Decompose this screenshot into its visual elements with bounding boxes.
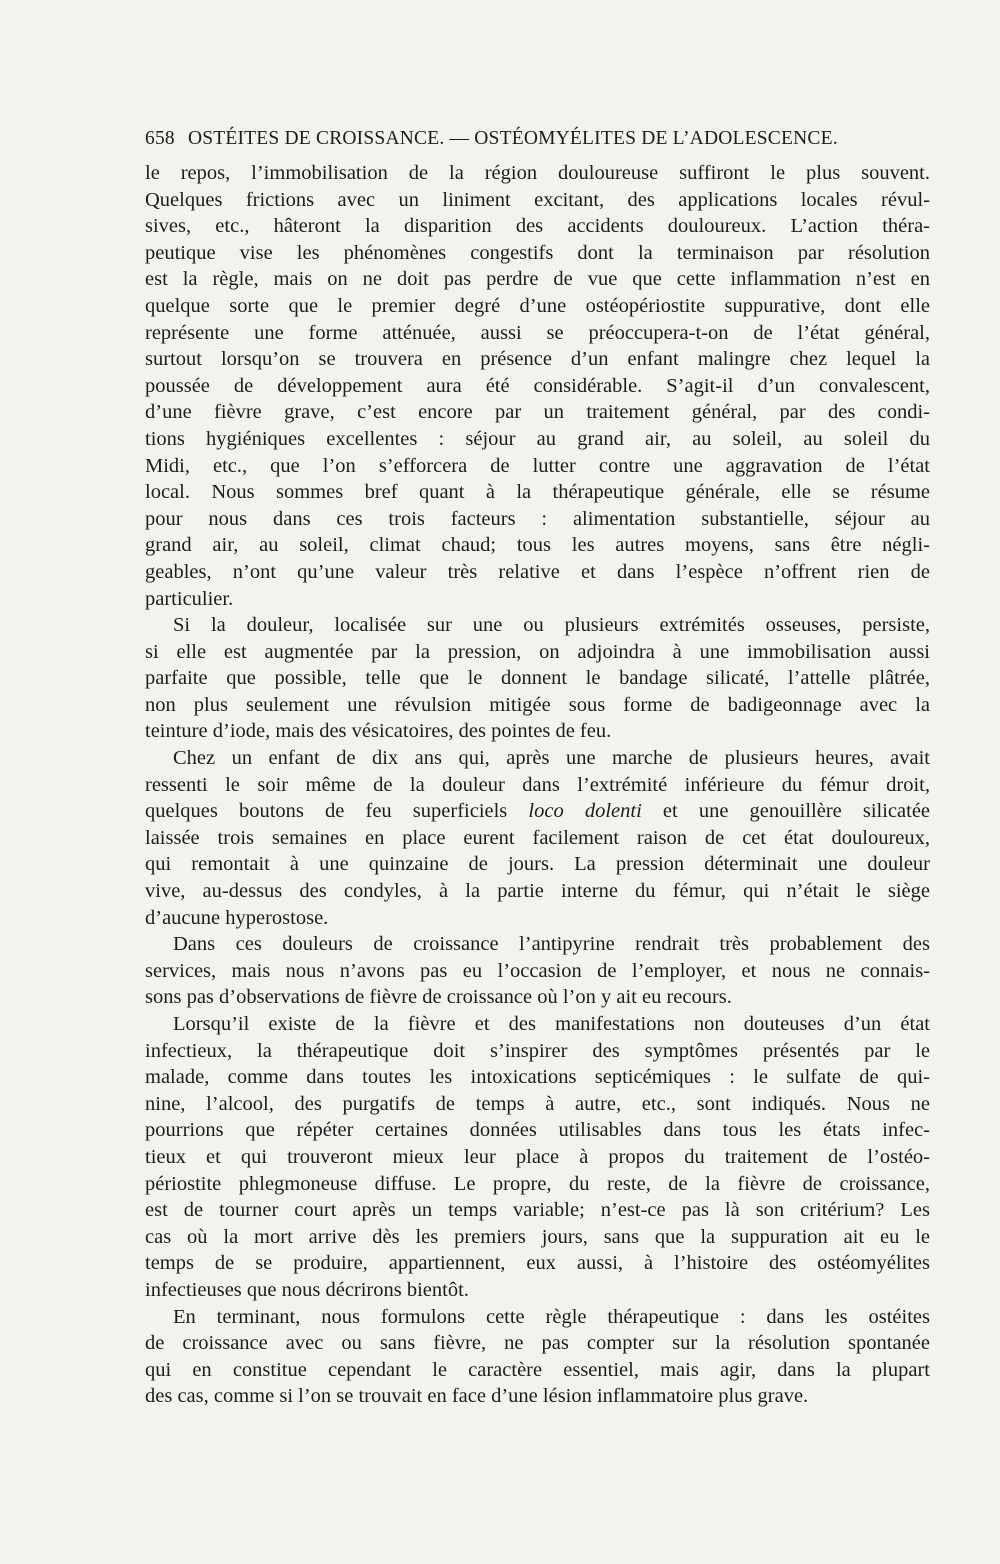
text-line: qui en constitue cependant le caractère essentiel, mais agir, dans la plupart [145, 1358, 930, 1381]
text-line: Dans ces douleurs de croissance l’antipyrine rendrait très probablement des [173, 933, 930, 956]
text-line: nine, l’alcool, des purgatifs de temps à autre, etc., sont indiqués. Nous ne [145, 1092, 930, 1115]
text-line: En terminant, nous formulons cette règle thérapeutique : dans les ostéites [173, 1305, 930, 1328]
text-line: grand air, au soleil, climat chaud; tous les autres moyens, sans être négli- [145, 534, 930, 557]
running-head [145, 128, 865, 150]
text-line: Quelques frictions avec un liniment excitant, des applications locales révul- [145, 188, 930, 211]
text-line: poussée de développement aura été considérable. S’agit-il d’un convalescent, [145, 374, 930, 397]
text-line: Lorsqu’il existe de la fièvre et des manifestations non douteuses d’un état [173, 1013, 930, 1035]
paragraph [145, 612, 930, 745]
text-line: le repos, l’immobilisation de la région douloureuse suffiront le plus souvent. [145, 162, 930, 184]
paragraph [145, 1011, 930, 1304]
text-line: parfaite que possible, telle que le donnent le bandage silicaté, l’attelle plâtrée, [145, 667, 930, 690]
text-line: sons pas d’observations de fièvre de croissance où l’on y ait eu recours. [145, 986, 732, 1009]
text-line: peutique vise les phénomènes congestifs dont la terminaison par résolution [145, 241, 930, 264]
text-line: des cas, comme si l’on se trouvait en face d’une lésion inflammatoire plus grave. [145, 1385, 809, 1408]
paragraph [145, 160, 930, 612]
text-line: ressenti le soir même de la douleur dans l’extrémité inférieure du fémur droit, [145, 773, 930, 796]
text-line: pour nous dans ces trois facteurs : alimentation substantielle, séjour au [145, 507, 930, 530]
text-line: local. Nous sommes bref quant à la thérapeutique générale, elle se résume [145, 481, 930, 504]
text-line: infectieux, la thérapeutique doit s’inspirer des symptômes présentés par le [145, 1039, 930, 1062]
text-line: laissée trois semaines en place eurent facilement raison de cet état douloureux, [145, 826, 930, 849]
body-text [145, 160, 930, 1410]
text-line: quelque sorte que le premier degré d’une ostéopériostite suppurative, dont elle [145, 294, 930, 317]
text-line: si elle est augmentée par la pression, on adjoindra à une immobilisation aussi [145, 640, 930, 663]
text-line: particulier. [145, 587, 234, 610]
text-line: temps de se produire, appartiennent, eux aussi, à l’histoire des ostéomyélites [145, 1252, 930, 1275]
text-line: Midi, etc., que l’on s’efforcera de lutter contre une aggravation de l’état [145, 454, 930, 477]
text-line: malade, comme dans toutes les intoxications septicémiques : le sulfate de qui- [145, 1066, 930, 1089]
italic-phrase: loco dolenti [528, 800, 642, 823]
text-span: quelques boutons de feu superficiels [145, 800, 508, 823]
paragraph [145, 1304, 930, 1410]
text-line: Si la douleur, localisée sur une ou plusieurs extrémités osseuses, persiste, [173, 614, 930, 637]
text-line: geables, n’ont qu’une valeur très relative et dans l’espèce n’offrent rien de [145, 560, 930, 583]
paragraph [145, 931, 930, 1011]
paragraph [145, 745, 930, 931]
text-line: tions hygiéniques excellentes : séjour au grand air, au soleil, au soleil du [145, 427, 930, 450]
text-line: est de tourner court après un temps variable; n’est-ce pas là son critérium? Les [145, 1199, 930, 1222]
text-line: Chez un enfant de dix ans qui, après une marche de plusieurs heures, avait [173, 747, 930, 770]
text-line: non plus seulement une révulsion mitigée sous forme de badigeonnage avec la [145, 693, 930, 716]
text-line: tieux et qui trouveront mieux leur place à propos du traitement de l’ostéo- [145, 1145, 930, 1168]
text-line: d’une fièvre grave, c’est encore par un traitement général, par des condi- [145, 401, 930, 424]
text-line: de croissance avec ou sans fièvre, ne pas compter sur la résolution spontanée [145, 1332, 930, 1355]
text-line-with-italic [145, 798, 930, 825]
text-line: teinture d’iode, mais des vésicatoires, des pointes de feu. [145, 720, 612, 743]
text-span: et une genouillère silicatée [662, 800, 931, 823]
text-line: pourrions que répéter certaines données utilisables dans tous les états infec- [145, 1119, 930, 1142]
text-line: cas où la mort arrive dès les premiers jours, sans que la suppuration ait eu le [145, 1225, 930, 1248]
text-line: sives, etc., hâteront la disparition des accidents douloureux. L’action théra- [145, 215, 930, 238]
text-line: infectieuses que nous décrirons bientôt. [145, 1278, 469, 1301]
text-line: représente une forme atténuée, aussi se préoccupera-t-on de l’état général, [145, 321, 930, 344]
text-line: surtout lorsqu’on se trouvera en présence d’un enfant malingre chez lequel la [145, 348, 930, 371]
text-line: qui remontait à une quinzaine de jours. La pression déterminait une douleur [145, 853, 930, 876]
text-line: est la règle, mais on ne doit pas perdre de vue que cette inflammation n’est en [145, 268, 930, 291]
running-title: OSTÉITES DE CROISSANCE. — OSTÉOMYÉLITES DE L’ADOLESCENCE. [187, 128, 838, 149]
page-number: 658 [145, 128, 175, 149]
text-line: d’aucune hyperostose. [145, 906, 329, 929]
text-line: services, mais nous n’avons pas eu l’occasion de l’employer, et nous ne connais- [145, 959, 930, 982]
text-line: périostite phlegmoneuse diffuse. Le propre, du reste, de la fièvre de croissance, [145, 1172, 930, 1195]
text-line: vive, au-dessus des condyles, à la partie interne du fémur, qui n’était le siège [145, 880, 930, 903]
